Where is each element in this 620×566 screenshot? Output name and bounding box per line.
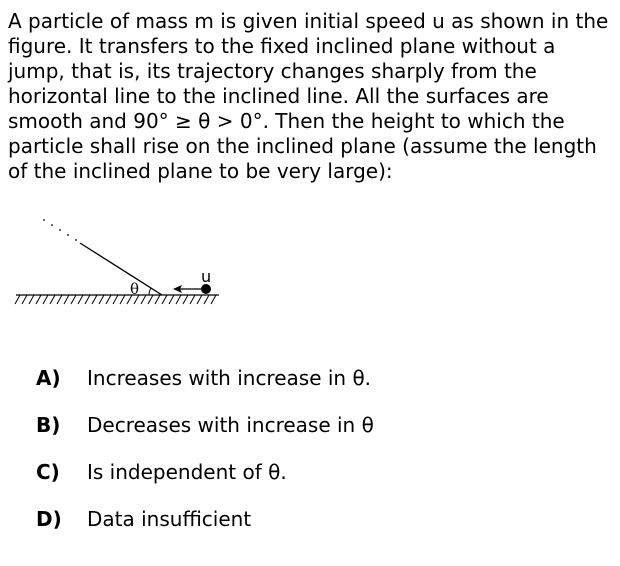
option-c[interactable] (0, 449, 620, 496)
option-b[interactable] (0, 402, 620, 449)
question-text: A particle of mass m is given initial speed u as shown in the figure. It transfers to the fixed inclined plane without a jump, that is, its trajectory changes sharply from the horizontal line to the inclined line. All the surfaces are smooth and 90° ≥ θ > 0°. Then the height to which the particle shall rise on the inclined plane (assume the length of the inclined plane to be very large): (8, 9, 609, 183)
angle-label: θ (130, 280, 140, 298)
option-letter: D) (36, 507, 62, 531)
angle-arc (149, 288, 151, 295)
option-letter: A) (36, 366, 61, 390)
speed-label: u (201, 267, 212, 286)
option-d[interactable] (0, 496, 620, 543)
option-letter: B) (36, 413, 61, 437)
option-text: Data insufficient (87, 507, 252, 531)
ground-hatching (15, 295, 216, 304)
options-list (0, 355, 620, 543)
incline-line (80, 243, 162, 295)
option-a[interactable] (0, 355, 620, 402)
inclined-plane-figure (0, 205, 240, 315)
option-letter: C) (36, 460, 60, 484)
option-text: Is independent of θ. (87, 460, 287, 484)
option-text: Increases with increase in θ. (87, 366, 372, 390)
incline-dotted-extension (43, 219, 77, 241)
option-text: Decreases with increase in θ (87, 413, 374, 437)
